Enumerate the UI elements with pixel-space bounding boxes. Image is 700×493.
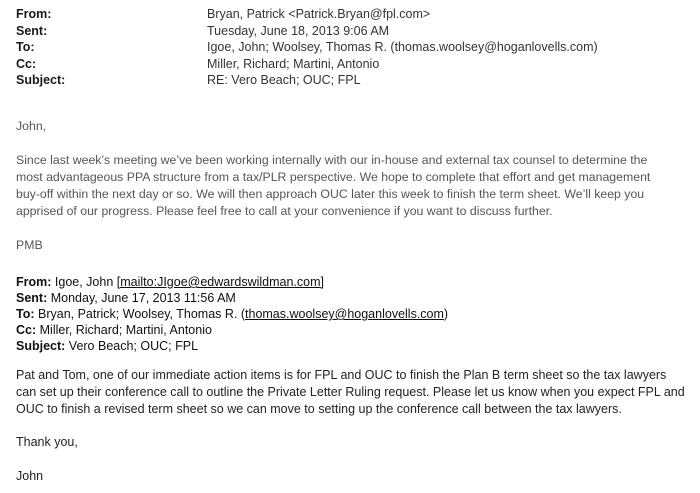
header-cc-value: Miller, Richard; Martini, Antonio	[207, 57, 380, 71]
header-from-value: Bryan, Patrick <Patrick.Bryan@fpl.com>	[207, 7, 431, 21]
original-to-email-link[interactable]: thomas.woolsey@hoganlovells.com	[245, 307, 444, 321]
reply-line: buy-off within the next day or so. We will then approach OUC later this week to finish the term sheet. We’ll keep you	[16, 187, 645, 201]
header-from-label: From:	[16, 7, 52, 21]
original-to-suffix: )	[443, 307, 449, 321]
header-to-label: To:	[16, 40, 35, 54]
original-to-row	[16, 307, 448, 322]
original-sent-row	[16, 291, 236, 306]
reply-signature: PMB	[16, 238, 43, 252]
header-sent-value: Tuesday, June 18, 2013 9:06 AM	[207, 24, 390, 38]
reply-line: most advantageous PPA structure from a tax/PLR perspective. We hope to complete that effort and get management	[16, 170, 651, 184]
header-to-value: Igoe, John; Woolsey, Thomas R. (thomas.woolsey@hoganlovells.com)	[207, 40, 598, 54]
original-from-mailto-link[interactable]: [mailto:JIgoe@edwardswildman.com]	[116, 275, 324, 289]
original-from-label: From:	[16, 275, 52, 289]
original-sent-label: Sent:	[16, 291, 48, 305]
original-closing: Thank you,	[16, 435, 78, 449]
original-sent-value: Monday, June 17, 2013 11:56 AM	[50, 291, 236, 305]
header-subject-value: RE: Vero Beach; OUC; FPL	[207, 73, 361, 87]
reply-line: apprised of our progress. Please feel free to call at your convenience if you want to discuss further.	[16, 204, 553, 218]
original-to-label: To:	[16, 307, 35, 321]
original-from-row	[16, 275, 324, 290]
header-cc-label: Cc:	[16, 57, 37, 71]
original-subject-row	[16, 339, 198, 354]
original-line: can set up their conference call to outline the Private Letter Ruling request. Please let us know when you expect FPL and	[16, 385, 685, 399]
original-line: OUC to finish a revised term sheet so we can move to setting up the conference call between the tax lawyers.	[16, 402, 622, 416]
original-line: Pat and Tom, one of our immediate action items is for FPL and OUC to finish the Plan B term sheet so the tax lawyers	[16, 368, 667, 382]
header-subject-label: Subject:	[16, 73, 66, 87]
reply-line: Since last week’s meeting we’ve been working internally with our in-house and external tax counsel to determine the	[16, 153, 648, 167]
original-subject-value: Vero Beach; OUC; FPL	[68, 339, 199, 353]
original-from-name: Igoe, John	[54, 275, 114, 289]
original-subject-label: Subject:	[16, 339, 66, 353]
original-cc-value: Miller, Richard; Martini, Antonio	[39, 323, 212, 337]
header-sent-label: Sent:	[16, 24, 48, 38]
original-to-prefix: Bryan, Patrick; Woolsey, Thomas R. (	[38, 307, 246, 321]
reply-greeting: John,	[16, 119, 47, 133]
original-cc-label: Cc:	[16, 323, 37, 337]
original-cc-row	[16, 323, 212, 338]
original-signature: John	[16, 469, 44, 483]
